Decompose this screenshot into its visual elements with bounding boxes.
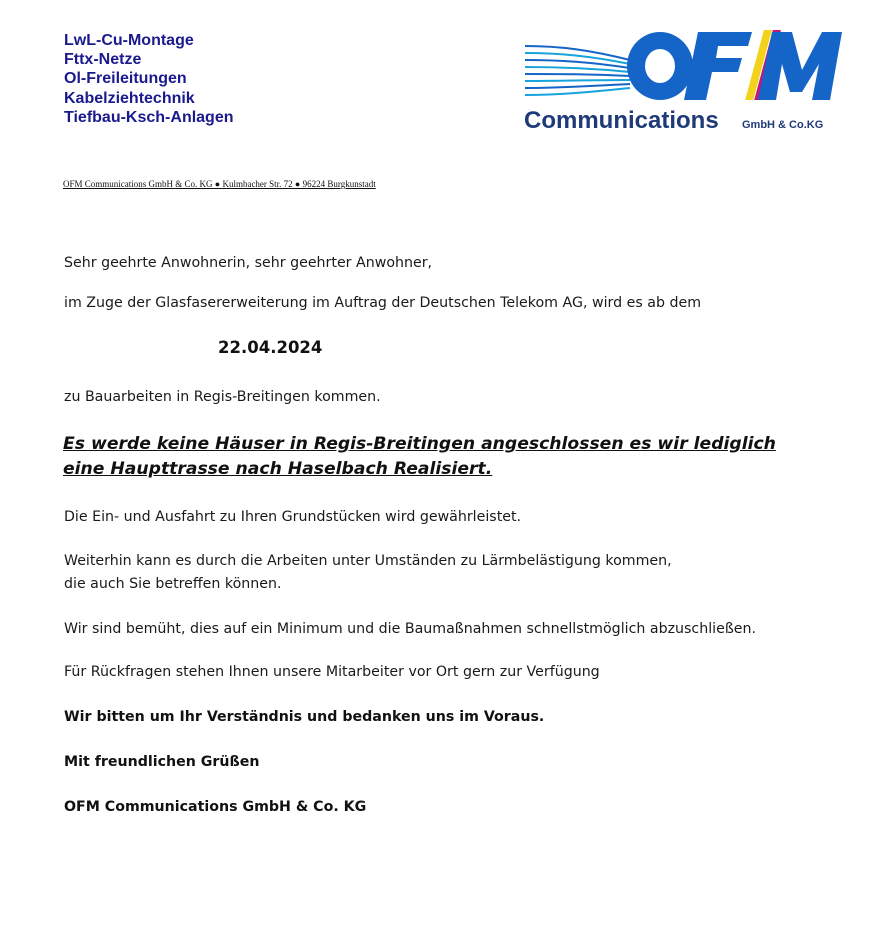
noise-text-line1: Weiterhin kann es durch die Arbeiten unter Umständen zu Lärmbelästigung kommen, bbox=[64, 553, 672, 569]
noise-text-line2: die auch Sie betreffen können. bbox=[64, 576, 282, 592]
logo-company-name: Communications bbox=[524, 107, 719, 134]
signature: OFM Communications GmbH & Co. KG bbox=[64, 799, 367, 815]
services-list bbox=[64, 31, 234, 127]
ofm-logo bbox=[520, 26, 845, 136]
service-item: Ol-Freileitungen bbox=[64, 70, 187, 88]
intro-text: im Zuge der Glasfasererweiterung im Auftrag der Deutschen Telekom AG, wird es ab dem bbox=[64, 295, 702, 311]
sender-address-line: OFM Communications GmbH & Co. KG ● Kulmbacher Str. 72 ● 96224 Burgkunstadt bbox=[63, 179, 376, 189]
service-item: LwL-Cu-Montage bbox=[64, 32, 194, 49]
thanks-text: Wir bitten um Ihr Verständnis und bedanken uns im Voraus. bbox=[64, 709, 545, 725]
questions-text: Für Rückfragen stehen Ihnen unsere Mitarbeiter vor Ort gern zur Verfügung bbox=[64, 664, 600, 680]
salutation: Sehr geehrte Anwohnerin, sehr geehrter Anwohner, bbox=[64, 255, 433, 271]
service-item: Tiefbau-Ksch-Anlagen bbox=[64, 108, 234, 126]
fiber-lines-icon bbox=[525, 46, 630, 95]
service-item: Fttx-Netze bbox=[64, 51, 142, 69]
start-date: 22.04.2024 bbox=[218, 338, 323, 357]
service-item: Kabelziehtechnik bbox=[64, 89, 195, 107]
access-text: Die Ein- und Ausfahrt zu Ihren Grundstücken wird gewährleistet. bbox=[64, 509, 522, 525]
effort-text: Wir sind bemüht, dies auf ein Minimum und die Baumaßnahmen schnellstmöglich abzuschließen. bbox=[64, 621, 756, 637]
important-notice: Es werde keine Häuser in Regis-Breitingen angeschlossen es wir lediglich eine Haupttrasse nach Haselbach Realisiert. bbox=[63, 434, 776, 479]
logo-company-suffix: GmbH & Co.KG bbox=[742, 119, 824, 131]
location-text: zu Bauarbeiten in Regis-Breitingen kommen. bbox=[64, 389, 381, 405]
closing-text: Mit freundlichen Grüßen bbox=[64, 754, 260, 770]
